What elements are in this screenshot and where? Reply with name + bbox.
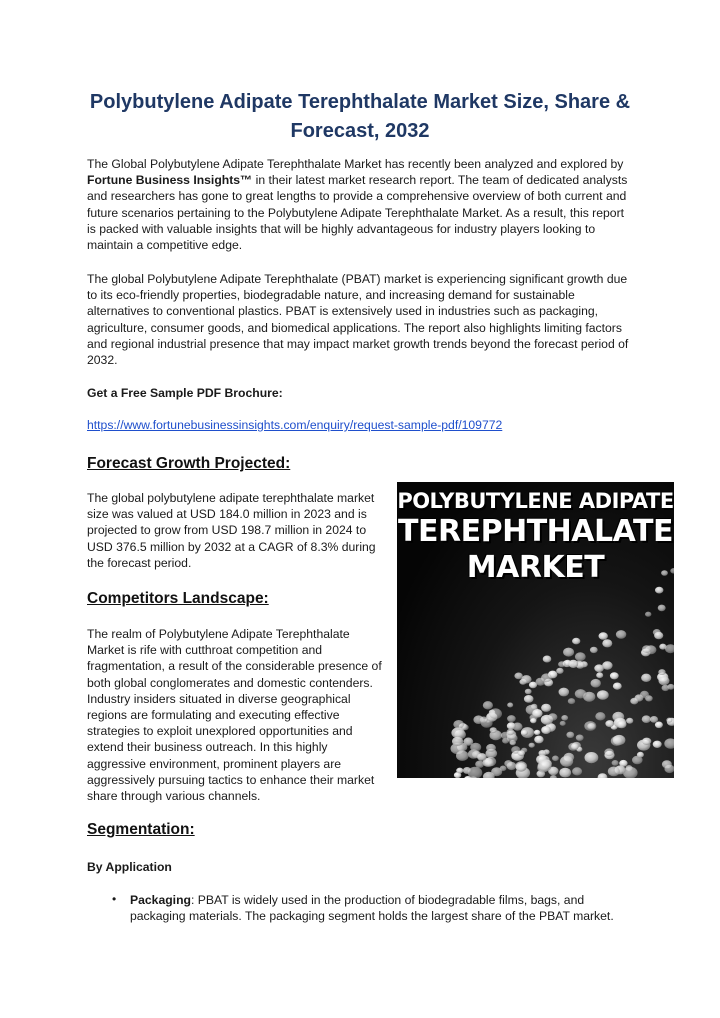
bullet-label: Packaging [130,893,191,907]
pellet-shape [591,679,601,688]
pellet-shape [541,704,551,712]
pellet-shape [611,736,623,746]
pellet-shape [576,735,584,741]
pellet-shape [548,713,557,721]
pellet-shape [645,612,651,617]
pellet-shape [602,639,612,647]
pellet-shape [525,689,532,695]
pellet-shape [563,648,574,657]
pellet-shape [654,632,663,640]
segmentation-subheading: By Application [87,860,172,874]
bullet-text: : PBAT is widely used in the production of biodegradable films, bags, and packaging materials. The packaging segment holds the largest share of the PBAT market. [130,893,614,924]
pellet-shape [524,695,534,703]
pellet-shape [595,712,605,720]
page-title: Polybutylene Adipate Terephthalate Market Size, Share & Forecast, 2032 [89,91,631,142]
pellet-shape [507,722,516,729]
pellet-shape [463,767,471,774]
pellets-illustration [397,482,674,778]
pellet-shape [626,718,633,724]
pellet-shape [575,689,587,698]
pellet-shape [662,685,670,691]
pellet-shape [543,656,552,663]
pellet-shape [655,587,663,594]
pellet-shape [456,751,469,761]
pellet-shape [642,715,651,723]
pellet-shape [489,708,502,719]
pellet-shape [530,718,536,723]
pellet-shape [605,720,614,727]
pellet-shape [558,661,565,667]
pellet-shape [452,737,463,746]
pellet-shape [534,736,543,744]
pellet-shape [518,750,525,756]
pellet-shape [612,760,619,766]
intro-paragraph [87,156,635,253]
hero-title-line-2: TEREPHTHALATE [398,514,673,549]
pellet-shape [560,756,573,767]
pellet-shape [550,775,557,778]
competitors-heading: Competitors Landscape: [87,590,269,607]
segmentation-heading: Segmentation: [87,821,195,838]
pellet-shape [572,638,580,645]
pellet-shape [572,767,582,775]
pellet-shape [666,718,672,723]
pellet-shape [608,767,620,777]
pellet-shape [575,652,586,661]
pellet-shape [590,647,598,653]
pellet-shape [661,570,668,576]
forecast-paragraph: The global polybutylene adipate terephthalate market size was valued at USD 184.0 million in 2023 and is projected to grow from USD 198.7 million in 2024 to USD 376.5 million by 2032 at a CAGR of 8.3% during the forecast period. [87,491,376,570]
pellet-shape [566,732,574,738]
pellet-shape [560,721,566,726]
pellet-shape [529,743,535,748]
pellet-shape [470,743,481,752]
pellet-shape [596,672,603,678]
pellet-shape [521,730,528,736]
pellet-shape [658,669,665,675]
sample-link[interactable]: https://www.fortunebusinessinsights.com/enquiry/request-sample-pdf/109772 [87,418,503,432]
pellet-shape [534,730,540,735]
pellet-shape [642,645,651,653]
pellet-shape [532,709,542,718]
pellet-shape [664,738,674,748]
pellet-shape [670,568,674,574]
pellet-shape [491,767,502,776]
pellet-shape [658,605,666,612]
pellet-shape [613,683,622,690]
pellet-shape [641,674,651,682]
pellet-shape [655,722,663,729]
pellet-shape [507,762,517,770]
pellet-shape [617,720,627,728]
pellet-shape [507,734,518,743]
intro-text-after: in their latest market research report. The team of dedicated analysts and researchers has gone to great lengths to provide a comprehensive overview of both current and future scenarios pertaining to the Polybutylene Adipate Terephthalate Market. As a result, this report is packed with valuable insights that will be highly advantageous for industry players looking to maintain a competitive edge. [87,173,628,253]
pellet-shape [536,678,546,686]
pellet-shape [642,738,651,745]
pellet-shape [559,688,570,697]
pellet-shape [556,668,563,674]
pellet-shape [616,630,626,639]
pellet-shape [604,748,614,756]
pellet-shape [456,768,463,774]
pellet-shape [598,773,608,778]
pellet-shape [552,756,559,762]
pellet-shape [559,768,571,778]
brand-name: Fortune Business Insights™ [87,173,253,188]
pellet-shape [521,675,531,683]
pellet-shape [599,632,608,640]
overview-paragraph: The global Polybutylene Adipate Terephthalate (PBAT) market is experiencing significant growth due to its eco-friendly properties, biodegradable nature, and increasing demand for sustainable alternatives to conventional plastics. PBAT is extensively used in industries such as packaging, agriculture, consumer goods, and biomedical applications. The report also highlights limiting factors and regional industrial presence that may impact market growth trends beyond the forecast period of 2032. [87,272,629,368]
competitors-paragraph: The realm of Polybutylene Adipate Terephthalate Market is rife with cutthroat competition and fragmentation, a result of the considerable presence of both global conglomerates and domestic contenders. Industry insiders situated in diverse geographical regions are formulating and executing effective strategies to exploit unexplored opportunities and extend their business outreach. In this highly aggressive environment, prominent players are aggressively pursuing tactics to enhance their market share through various channels. [87,627,382,804]
pellet-shape [568,698,575,704]
pellet-shape [477,753,487,761]
pellet-shape [516,763,527,772]
pellet-shape [475,761,484,768]
pellet-shape [451,727,464,738]
pellet-shape [650,716,658,723]
pellet-shape [571,743,579,750]
forecast-heading: Forecast Growth Projected: [87,455,291,472]
pellet-shape [541,726,551,734]
pellet-shape [665,644,674,653]
pellet-shape [538,760,552,771]
pellet-shape [568,660,578,668]
pellet-shape [640,691,649,698]
pellet-shape [486,744,496,752]
pellet-shape [483,701,493,709]
pellet-shape [630,698,638,705]
pellet-shape [585,752,599,763]
pellet-shape [490,727,497,733]
pellet-shape [594,664,604,672]
pellet-shape [587,723,595,730]
pellet-shape [561,715,568,721]
pellet-shape [637,752,644,758]
pellet-shape [507,715,516,722]
pellet-shape [507,703,513,708]
sample-label: Get a Free Sample PDF Brochure: [87,386,283,400]
intro-text-before: The Global Polybutylene Adipate Terephthalate Market has recently been analyzed and explored by [87,157,624,171]
pellet-shape [610,672,619,679]
pellet-shape [480,717,488,724]
pellet-shape [507,729,515,735]
list-item [130,892,630,924]
hero-title-line-1: POLYBUTYLENE ADIPATE [397,489,674,513]
pellet-shape [659,676,670,685]
bullet-dot-icon: • [112,892,117,906]
hero-title-line-3: MARKET [466,550,605,585]
market-hero-image [397,482,674,778]
pellet-shape [653,741,662,748]
pellet-shape [597,690,609,700]
